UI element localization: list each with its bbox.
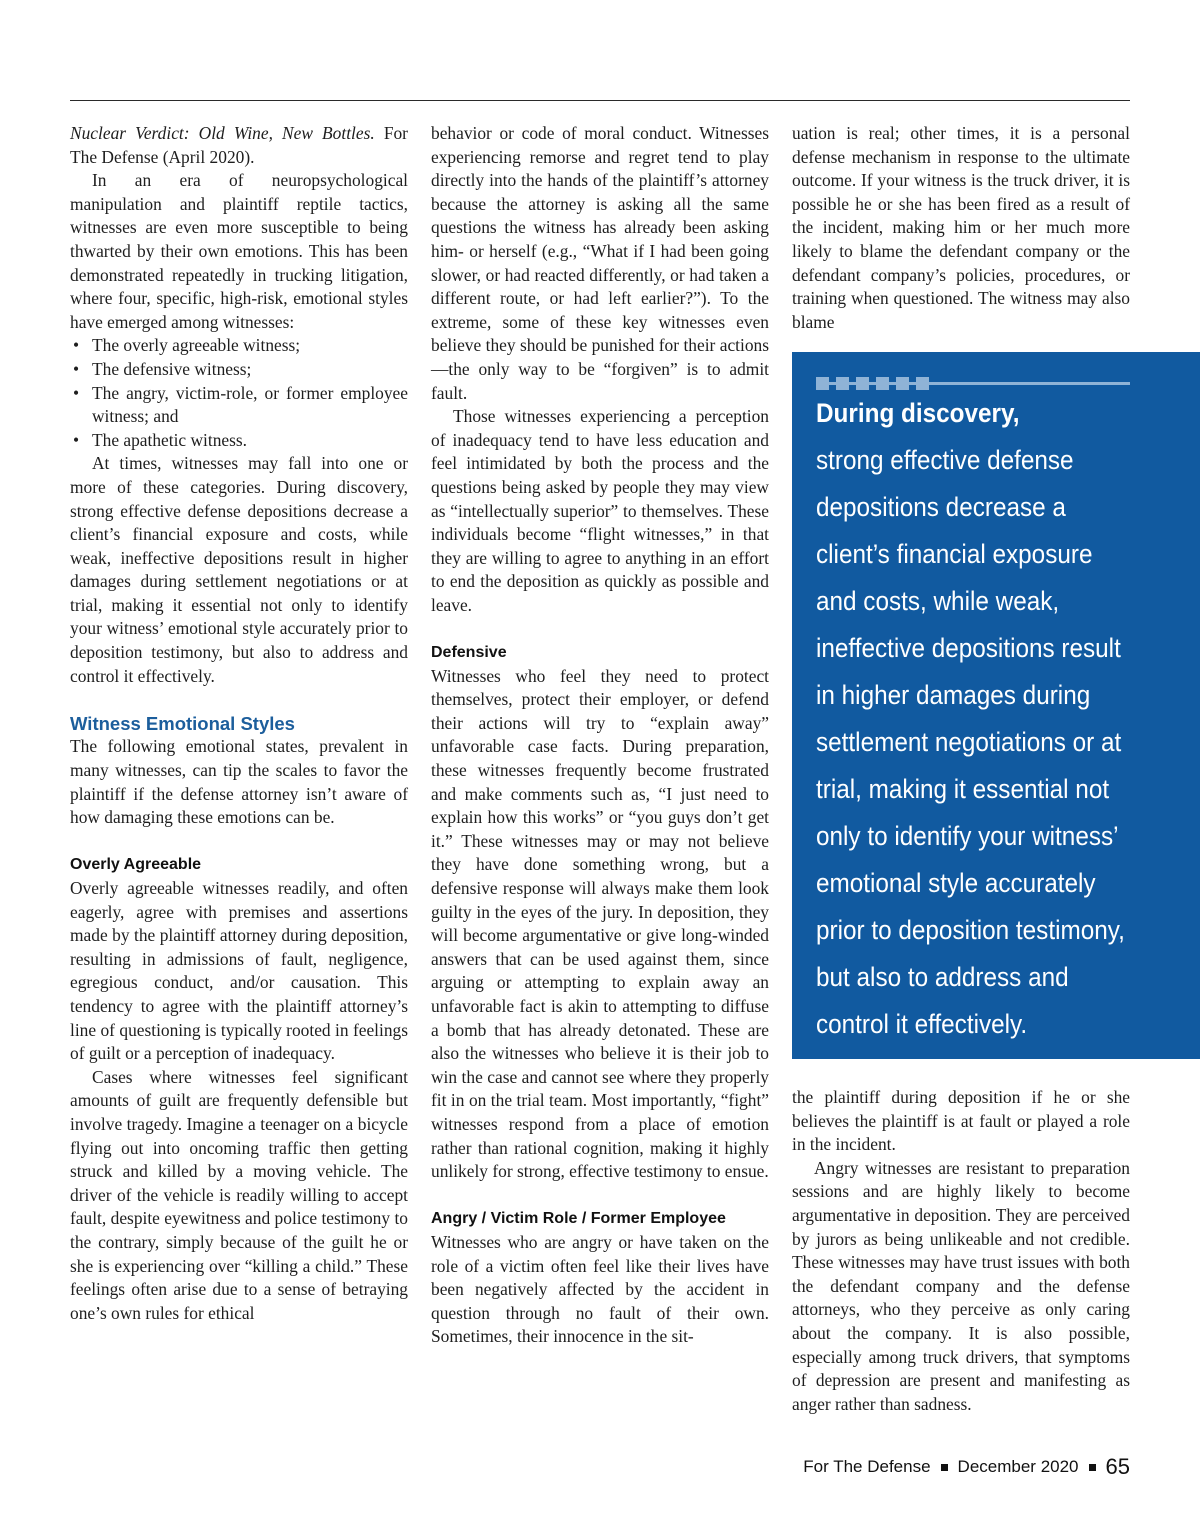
pull-quote-decoration <box>816 377 1130 390</box>
body-paragraph: Cases where witnesses feel significant amounts of guilt are frequently defensible but involve tragedy. Imagine a teenager on a bicycle flying out into oncoming traffic then getting struck and killed by a moving vehicle. The driver of the vehicle is readily willing to accept fault, despite eyewitness and police testimony to the contrary, simply because of the guilt he or she is experiencing over “killing a child.” These feelings often arise due to a sense of betraying one’s own rules for ethical <box>70 1066 408 1323</box>
separator-square-icon <box>941 1464 948 1471</box>
body-paragraph: uation is real; other times, it is a personal defense mechanism in response to the ultimate outcome. If your witness is the truck driver, it is possible he or she has been fired as a result of the incident, making him or her much more likely to blame the defendant company or the defendant company’s policies, procedures, or training when questioned. The witness may also blame <box>792 123 1130 332</box>
page-number: 65 <box>1105 1454 1130 1479</box>
top-rule <box>70 100 1130 101</box>
body-paragraph: Witnesses who are angry or have taken on the role of a victim often feel like their lives have been negatively affected by the accident in question through no fault of their own. Sometimes, their innocence in the sit- <box>431 1231 769 1347</box>
pull-quote-line: and costs, while weak, <box>816 586 1060 616</box>
pull-quote-line: strong effective defense <box>816 445 1074 475</box>
column-2 <box>431 122 769 1349</box>
pull-quote-line: settlement negotiations or at <box>816 727 1122 757</box>
page-footer <box>803 1454 1130 1480</box>
body-paragraph: behavior or code of moral conduct. Witnesses experiencing remorse and regret tend to play directly into the hands of the plaintiff’s attorney because the attorney is asking all the same questions the witness has already been asking him- or herself (e.g., “What if I had been going slower, or had reacted differently, or had taken a different route, or had left earlier?”). To the extreme, some of these key witnesses even believe they should be punished for their actions—the only way to be “forgiven” is to admit fault. <box>431 123 769 403</box>
pull-quote-line: control it effectively. <box>816 1009 1028 1039</box>
witness-type-list <box>70 334 408 452</box>
pull-quote-line: ineffective depositions result <box>816 633 1121 663</box>
list-item: • The defensive witness; <box>70 358 408 382</box>
subsection-heading: Overly Agreeable <box>70 856 202 874</box>
pull-quote-line: client’s financial exposure <box>816 539 1093 569</box>
pull-quote-line: but also to address and <box>816 962 1069 992</box>
pull-quote-line: in higher damages during <box>816 680 1091 710</box>
column-3-top <box>792 122 1130 334</box>
issue-date: December 2020 <box>957 1457 1079 1476</box>
separator-square-icon <box>1089 1464 1096 1471</box>
pull-quote-line: trial, making it essential not <box>816 774 1110 804</box>
column-3-bottom <box>792 1086 1130 1416</box>
list-item: • The overly agreeable witness; <box>70 334 408 358</box>
body-paragraph: Those witnesses experiencing a perception of inadequacy tend to have less education and feel intimidated by both the process and the questions being asked by people they may view as “intellectually superior” to themselves. These individuals become “flight witnesses,” in that they are willing to agree to anything in an effort to end the deposition as quickly as possible and leave. <box>431 406 769 615</box>
body-paragraph: At times, witnesses may fall into one or more of these categories. During discovery, strong effective defense depositions decrease a client’s financial exposure and costs, while weak, ineffective depositions result in higher damages during settlement negotiations or at trial, making it essential not only to identify your witness’ emotional style accurately prior to deposition testimony, but also to address and control it effectively. <box>70 453 408 686</box>
subsection-heading: Defensive <box>431 644 507 662</box>
pull-quote-line: emotional style accurately <box>816 868 1096 898</box>
pull-quote-line: depositions decrease a <box>816 492 1066 522</box>
list-item: • The angry, victim-role, or former employee witness; and <box>70 382 408 429</box>
citation-source: For The Defense (April 2020). <box>70 123 408 167</box>
body-paragraph: In an era of neuropsychological manipulation and plaintiff reptile tactics, witnesses are even more susceptible to being thwarted by their own emotions. This has been demonstrated repeatedly in trucking litigation, where four, specific, high-risk, emotional styles have emerged among witnesses: <box>70 170 408 332</box>
body-paragraph: Angry witnesses are resistant to preparation sessions and are highly likely to become argumentative in deposition. They are perceived by jurors as being unlikeable and not credible. These witnesses may have trust issues with both the defendant company and the defense attorneys, who they perceive as only caring about the company. It is also possible, especially among truck drivers, that symptoms of depression are present and manifesting as anger rather than sadness. <box>792 1157 1130 1414</box>
body-paragraph: Witnesses who feel they need to protect themselves, protect their employer, or defend their actions will try to “explain away” unfavorable case facts. During preparation, these witnesses frequently become frustrated and make comments such as, “I just need to explain how this works” or “you guys don’t get it.” These witnesses may or may not believe they have done something wrong, but a defensive response will always make them look guilty in the eyes of the jury. In deposition, they will become argumentative or give long-winded answers that can be used against them, since arguing or attempting to explain away an unfavorable fact is akin to attempting to diffuse a bomb that has already detonated. These are also the witnesses who believe it is their job to win the case and cannot see where they properly fit in on the trial team. Most importantly, “fight” witnesses respond from a place of emotion rather than rational cognition, making it highly unlikely for strong, effective testimony to ensue. <box>431 665 769 1182</box>
pull-quote-line: prior to deposition testimony, <box>816 915 1125 945</box>
publication-name: For The Defense <box>803 1457 931 1476</box>
pull-quote-lead: During discovery, <box>816 398 1020 428</box>
citation-title: Nuclear Verdict: Old Wine, New Bottles. <box>70 123 375 143</box>
citation <box>70 122 408 169</box>
list-item: • The apathetic witness. <box>70 429 408 453</box>
body-paragraph: The following emotional states, prevalent in many witnesses, can tip the scales to favor the plaintiff if the defense attorney isn’t aware of how damaging these emotions can be. <box>70 736 408 828</box>
pull-quote-line: only to identify your witness’ <box>816 821 1119 851</box>
pull-quote-text <box>816 390 1149 1048</box>
subsection-heading: Angry / Victim Role / Former Employee <box>431 1210 726 1228</box>
section-heading: Witness Emotional Styles <box>70 712 295 734</box>
column-1 <box>70 122 408 1325</box>
body-paragraph: Overly agreeable witnesses readily, and often eagerly, agree with premises and assertions made by the plaintiff attorney during deposition, resulting in admissions of fault, negligence, egregious conduct, and/or causation. This tendency to agree with the plaintiff attorney’s line of questioning is typically rooted in feelings of guilt or a perception of inadequacy. <box>70 878 408 1064</box>
pull-quote <box>792 352 1200 1059</box>
body-paragraph: the plaintiff during deposition if he or she believes the plaintiff is at fault or played a role in the incident. <box>792 1087 1130 1155</box>
